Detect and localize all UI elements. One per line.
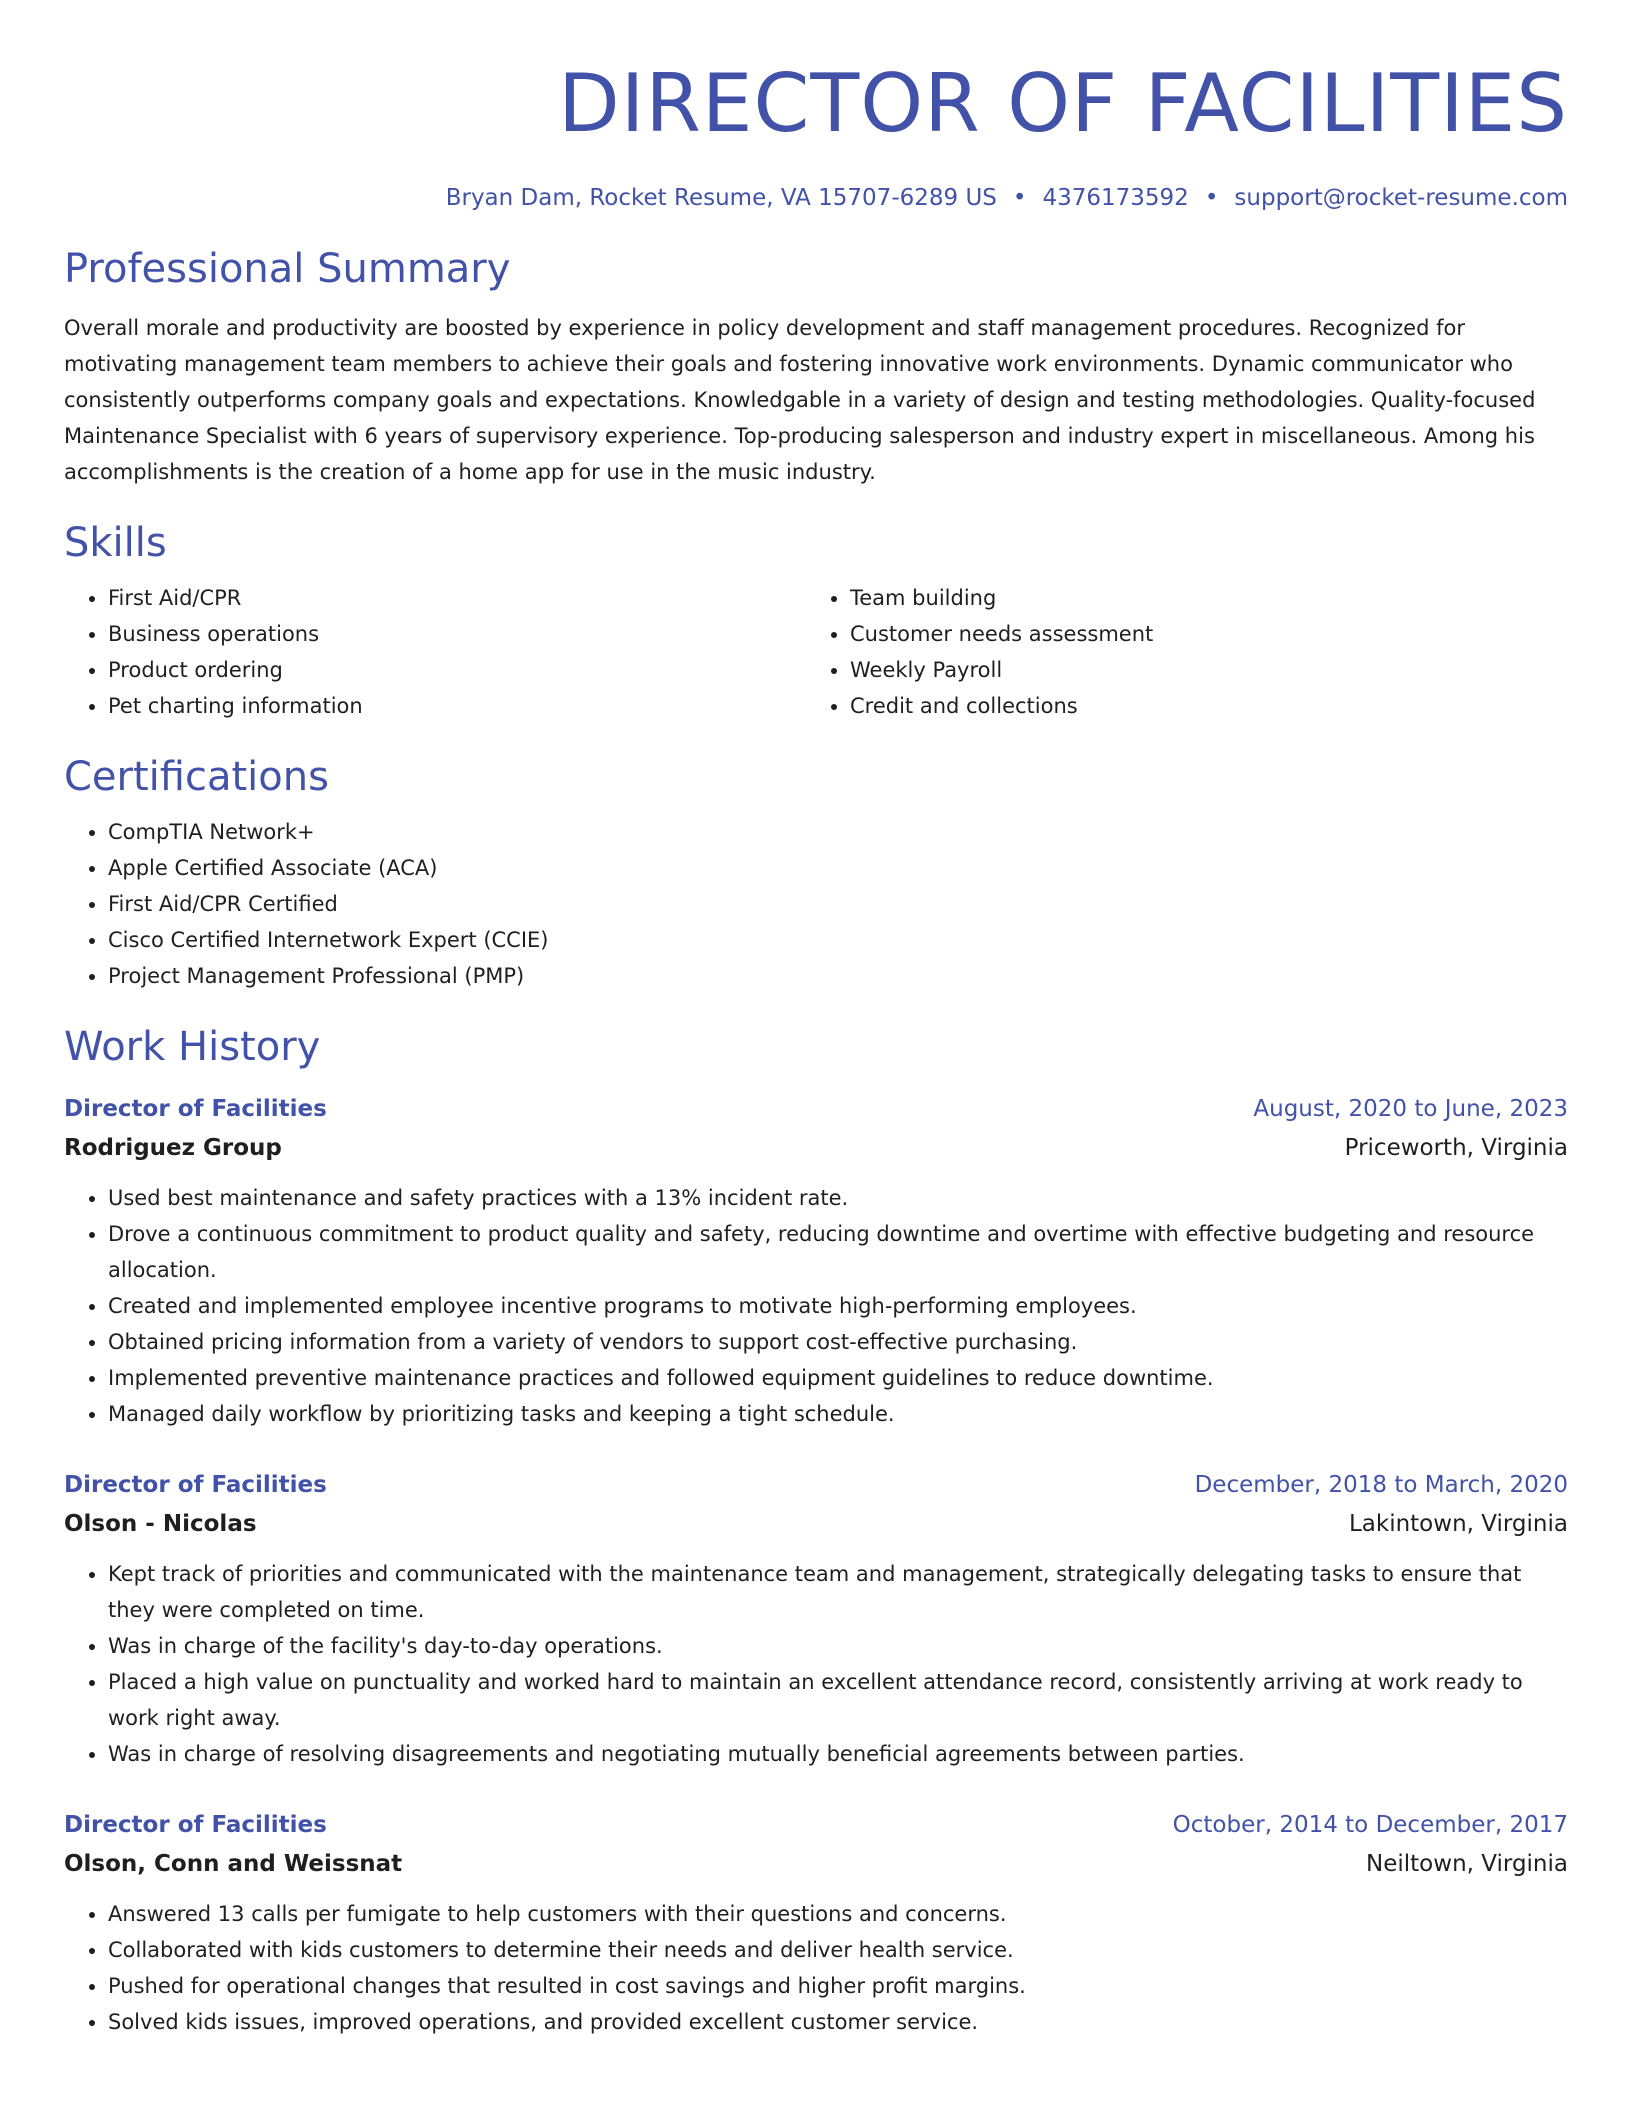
contact-email: support@rocket-resume.com [1234,185,1568,211]
duty-item: • Kept track of priorities and communicated with the maintenance team and management, strategically delegating tasks to ensure that they were completed on time. [108,1556,1568,1628]
duty-item: • Created and implemented employee incentive programs to motivate high-performing employees. [108,1288,1568,1324]
skills-column-left [64,568,806,724]
contact-separator: • [1204,185,1219,211]
skill-item: • Product ordering [108,652,806,688]
job-duties [64,1556,1568,1772]
certification-item: • Project Management Professional (PMP) [108,958,1568,994]
job-dates: October, 2014 to December, 2017 [1172,1812,1568,1838]
duty-item: • Managed daily workflow by prioritizing tasks and keeping a tight schedule. [108,1396,1568,1432]
summary-text: Overall morale and productivity are boosted by experience in policy development and staff management procedures. Recognized for motivating management team members to achieve their goals and fostering innovative work environments. Dynamic communicator who consistently outperforms company goals and expectations. Knowledgable in a variety of design and testing methodologies. Quality-focused Maintenance Specialist with 6 years of supervisory experience. Top-producing salesperson and industry expert in miscellaneous. Among his accomplishments is the creation of a home app for use in the music industry. [64,316,1536,484]
skills-list [64,568,1568,724]
duty-item: • Was in charge of resolving disagreements and negotiating mutually beneficial agreements between parties. [108,1736,1568,1772]
duty-item: • Implemented preventive maintenance practices and followed equipment guidelines to reduce downtime. [108,1360,1568,1396]
job-company: Olson, Conn and Weissnat [64,1851,403,1877]
job-duties [64,1896,1568,2040]
duty-item: • Drove a continuous commitment to product quality and safety, reducing downtime and overtime with effective budgeting and resource allocation. [108,1216,1568,1288]
duty-item: • Used best maintenance and safety practices with a 13% incident rate. [108,1180,1568,1216]
job-title: Director of Facilities [64,1812,327,1838]
job-title: Director of Facilities [64,1472,327,1498]
summary-heading: Professional Summary [64,246,511,292]
job-dates: December, 2018 to March, 2020 [1194,1472,1568,1498]
contact-line [64,182,1568,214]
duty-item: • Answered 13 calls per fumigate to help customers with their questions and concerns. [108,1896,1568,1932]
job-entry [64,1806,1568,2040]
duty-item: • Placed a high value on punctuality and worked hard to maintain an excellent attendance record, consistently arriving at work ready to work right away. [108,1664,1568,1736]
duty-item: • Obtained pricing information from a variety of vendors to support cost-effective purchasing. [108,1324,1568,1360]
certification-item: • First Aid/CPR Certified [108,886,1568,922]
job-location: Lakintown, Virginia [1348,1511,1568,1537]
job-title: Director of Facilities [64,1096,327,1122]
skills-heading: Skills [64,520,167,566]
job-entry [64,1090,1568,1432]
skill-item: • Weekly Payroll [850,652,1548,688]
job-location: Priceworth, Virginia [1344,1135,1568,1161]
duty-item: • Pushed for operational changes that resulted in cost savings and higher profit margins. [108,1968,1568,2004]
skill-item: • Credit and collections [850,688,1548,724]
certifications-heading: Certifications [64,754,329,800]
duty-item: • Was in charge of the facility's day-to-day operations. [108,1628,1568,1664]
resume-page [64,0,1568,2040]
job-company: Rodriguez Group [64,1135,282,1161]
work-history-heading: Work History [64,1024,321,1070]
contact-address: Bryan Dam, Rocket Resume, VA 15707-6289 US [445,185,997,211]
duty-item: • Solved kids issues, improved operations, and provided excellent customer service. [108,2004,1568,2040]
skill-item: • First Aid/CPR [108,580,806,616]
job-company: Olson - Nicolas [64,1511,257,1537]
certification-item: • Cisco Certified Internetwork Expert (CCIE) [108,922,1568,958]
duty-item: • Collaborated with kids customers to determine their needs and deliver health service. [108,1932,1568,1968]
skills-column-right [806,568,1548,724]
contact-separator: • [1012,185,1027,211]
skill-item: • Business operations [108,616,806,652]
job-location: Neiltown, Virginia [1366,1851,1568,1877]
certification-item: • Apple Certified Associate (ACA) [108,850,1568,886]
skill-item: • Pet charting information [108,688,806,724]
skill-item: • Customer needs assessment [850,616,1548,652]
skill-item: • Team building [850,580,1548,616]
certification-item: • CompTIA Network+ [108,814,1568,850]
job-entry [64,1466,1568,1772]
resume-title: DIRECTOR OF FACILITIES [558,57,1568,150]
certifications-list [64,814,1568,994]
job-dates: August, 2020 to June, 2023 [1253,1096,1568,1122]
job-duties [64,1180,1568,1432]
contact-phone: 4376173592 [1042,185,1189,211]
